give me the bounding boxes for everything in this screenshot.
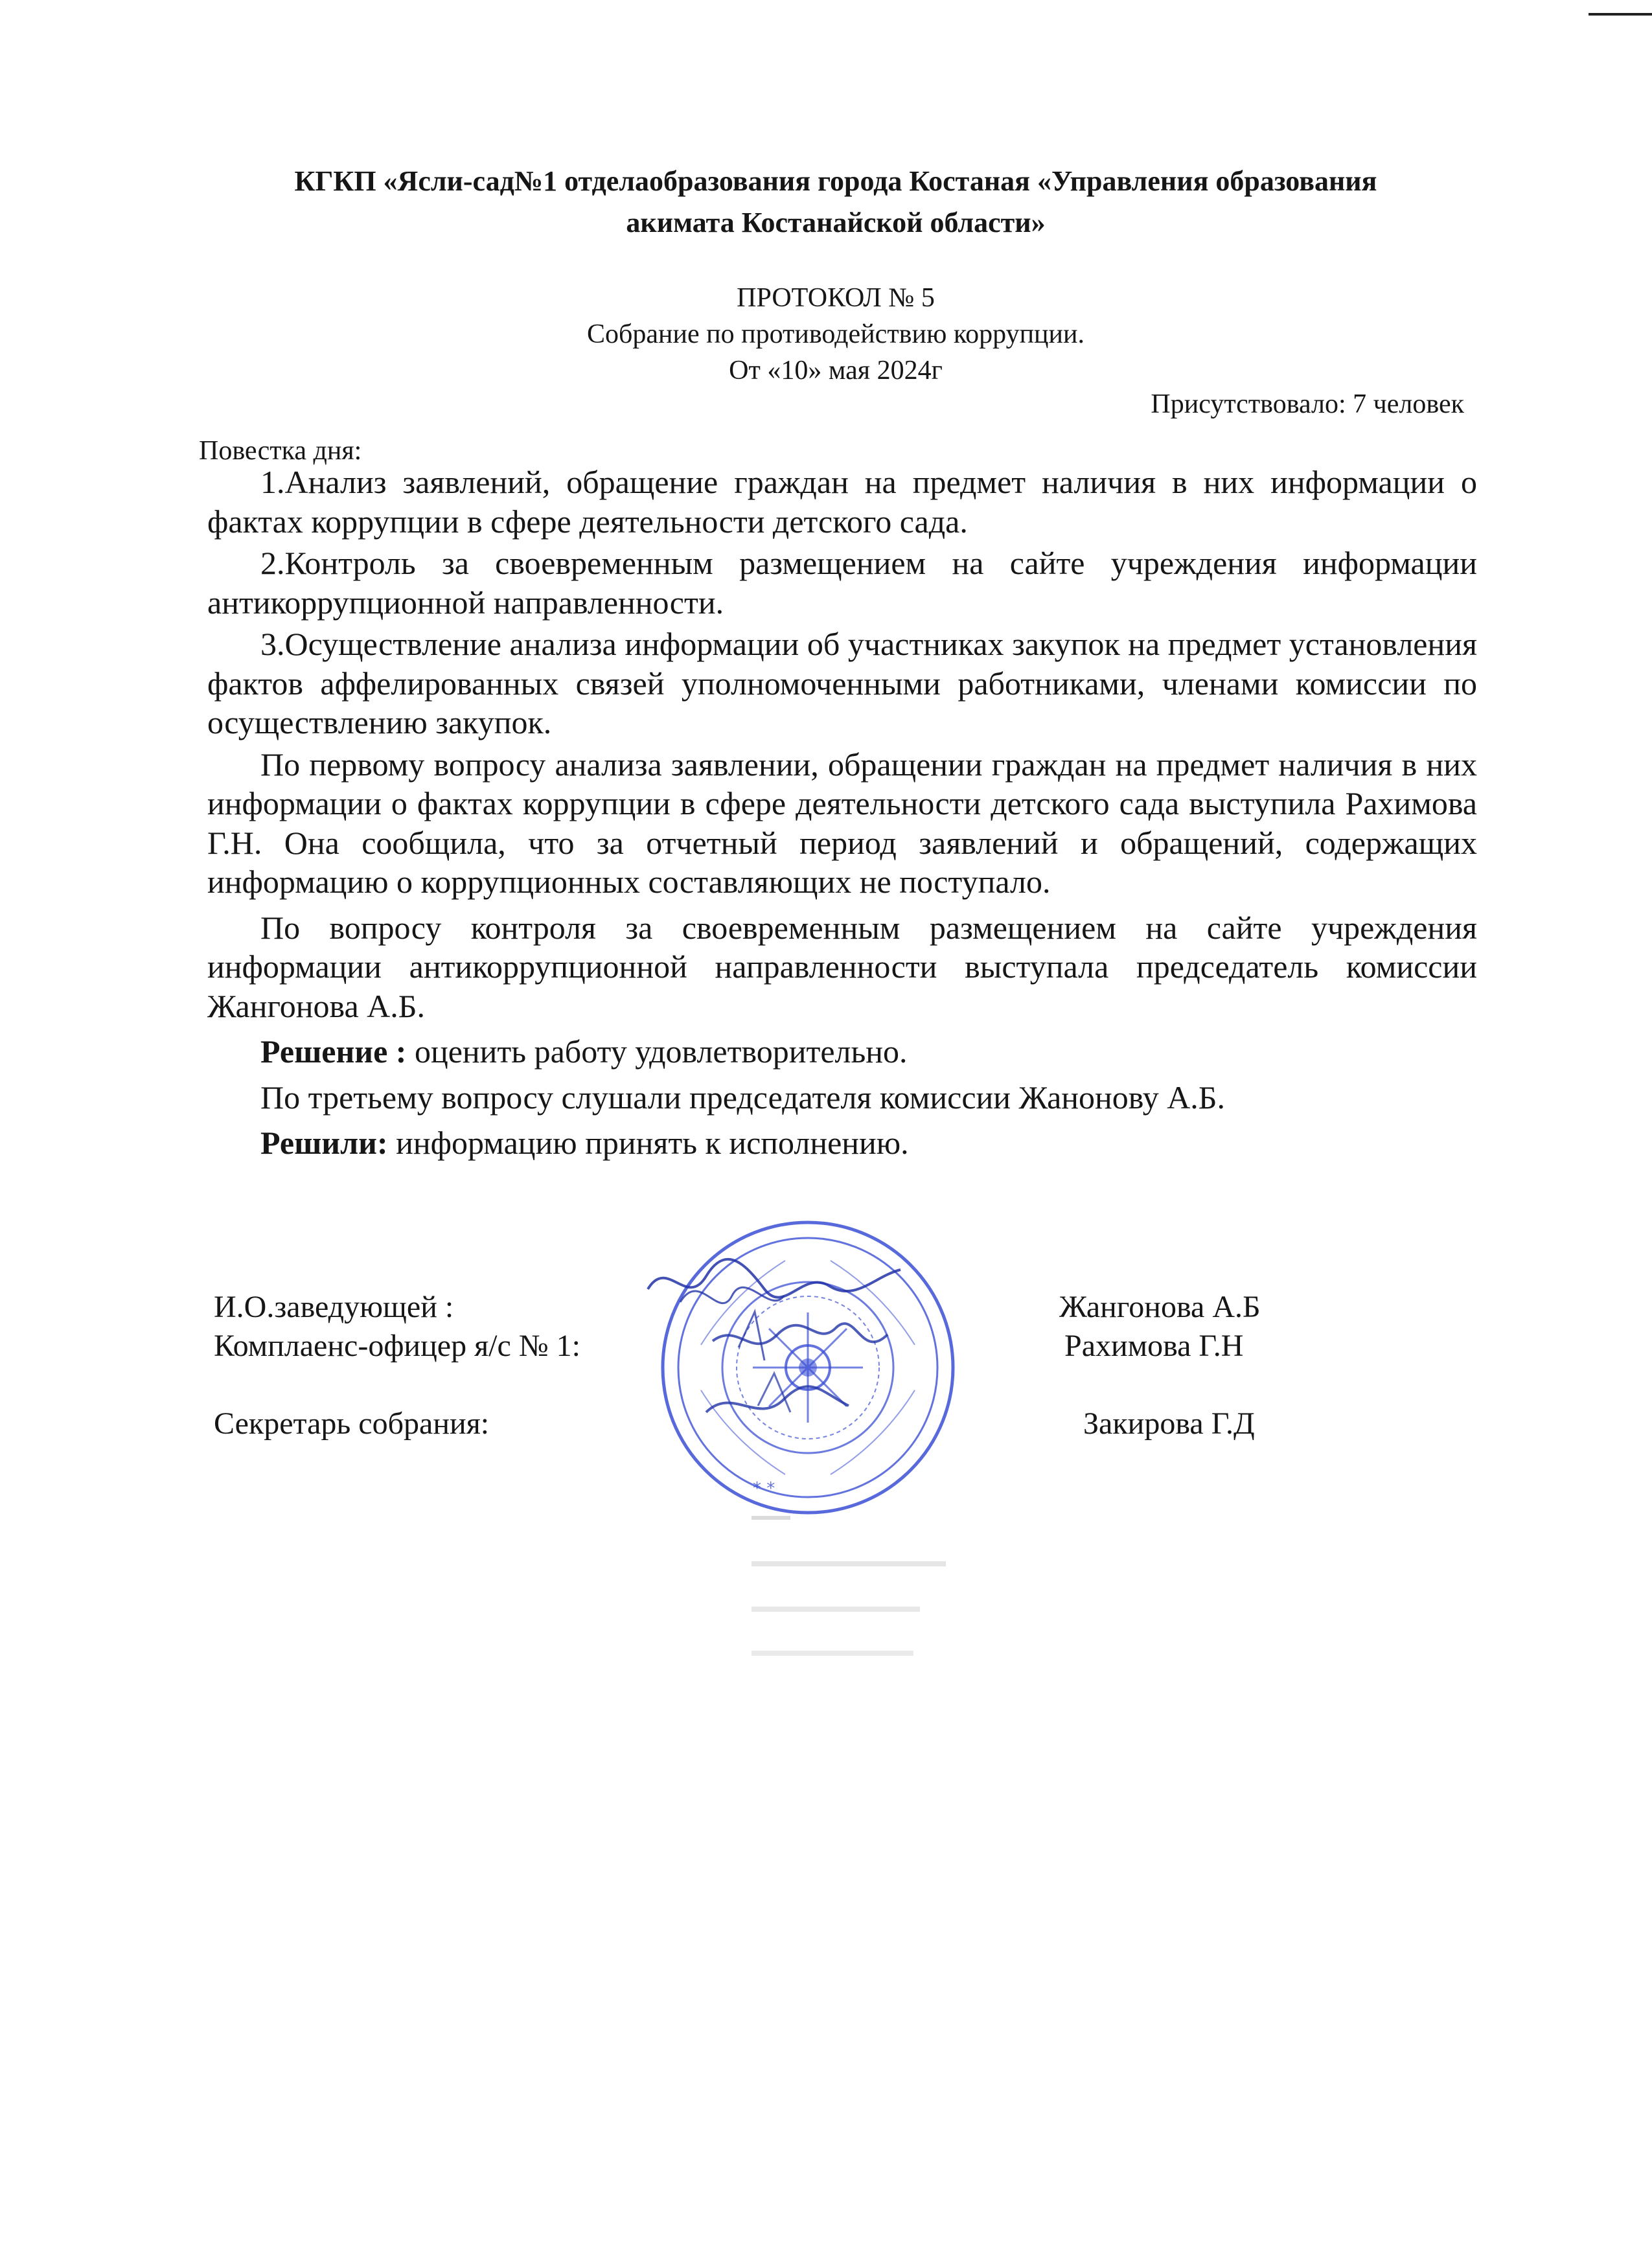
decision-paragraph bbox=[207, 1032, 1477, 1071]
bleed-through-mark bbox=[751, 1651, 913, 1656]
meeting-date: От «10» мая 2024г bbox=[729, 356, 943, 385]
protocol-title-block bbox=[194, 280, 1477, 389]
first-question-paragraph: По первому вопросу анализа заявлении, обращении граждан на предмет наличия в них информации о фактах коррупции в сфере деятельности детского сада выступила Рахимова Г.Н. Она сообщила, что за отчетный период заявлений и обращений, содержащих информацию о коррупционных составляющих не поступало. bbox=[207, 746, 1477, 900]
signature-role-3: Секретарь собрания: bbox=[214, 1406, 490, 1441]
attendance-count: Присутствовало: 7 человек bbox=[1151, 389, 1464, 419]
org-name-line1: КГКП «Ясли-сад№1 отделаобразования города Костаная «Управления образования bbox=[294, 165, 1377, 197]
signature-name-2: Рахимова Г.Н bbox=[1064, 1329, 1244, 1363]
handwritten-signatures bbox=[641, 1250, 913, 1445]
signature-role-1: И.О.заведующей : bbox=[214, 1290, 454, 1324]
resolved-text: информацию принять к исполнению. bbox=[387, 1125, 909, 1161]
agenda-item-3: 3.Осуществление анализа информации об участниках закупок на предмет установления фактов аффелированных связей уполномоченными работниками, членами комиссии по осуществлению закупок. bbox=[207, 626, 1477, 740]
signature-role-2: Комплаенс-офицер я/с № 1: bbox=[214, 1329, 580, 1363]
resolved-paragraph bbox=[207, 1123, 1477, 1163]
second-question-paragraph: По вопросу контроля за своевременным размещением на сайте учреждения информации антикоррупционной направленности выступала председатель комиссии Жангонова А.Б. bbox=[207, 909, 1477, 1024]
resolved-label: Решили: bbox=[260, 1125, 388, 1161]
bleed-through-mark bbox=[751, 1607, 920, 1612]
org-name-line2: акимата Костанайской области» bbox=[626, 207, 1046, 238]
decision-text: оценить работу удовлетворительно. bbox=[406, 1033, 908, 1070]
bleed-through-mark bbox=[751, 1516, 790, 1520]
bleed-through-mark bbox=[751, 1561, 946, 1566]
decision-label: Решение : bbox=[260, 1033, 407, 1070]
protocol-body bbox=[207, 463, 1477, 1169]
agenda-item-2: 2.Контроль за своевременным размещением на сайте учреждения информации антикоррупционной направленности. bbox=[207, 545, 1477, 621]
agenda-label: Повестка дня: bbox=[199, 436, 362, 466]
protocol-number: ПРОТОКОЛ № 5 bbox=[737, 283, 935, 313]
svg-text:* *: * * bbox=[753, 1479, 775, 1498]
scan-edge-mark bbox=[1589, 13, 1652, 16]
document-header bbox=[194, 161, 1477, 244]
meeting-subject: Собрание по противодействию коррупции. bbox=[587, 319, 1084, 349]
agenda-item-1: 1.Анализ заявлений, обращение граждан на предмет наличия в них информации о фактах коррупции в сфере деятельности детского сада. bbox=[207, 464, 1477, 540]
third-question-paragraph: По третьему вопросу слушали председателя комиссии Жанонову А.Б. bbox=[260, 1079, 1226, 1116]
signature-name-1: Жангонова А.Б bbox=[1059, 1290, 1261, 1324]
signature-name-3: Закирова Г.Д bbox=[1083, 1406, 1255, 1441]
